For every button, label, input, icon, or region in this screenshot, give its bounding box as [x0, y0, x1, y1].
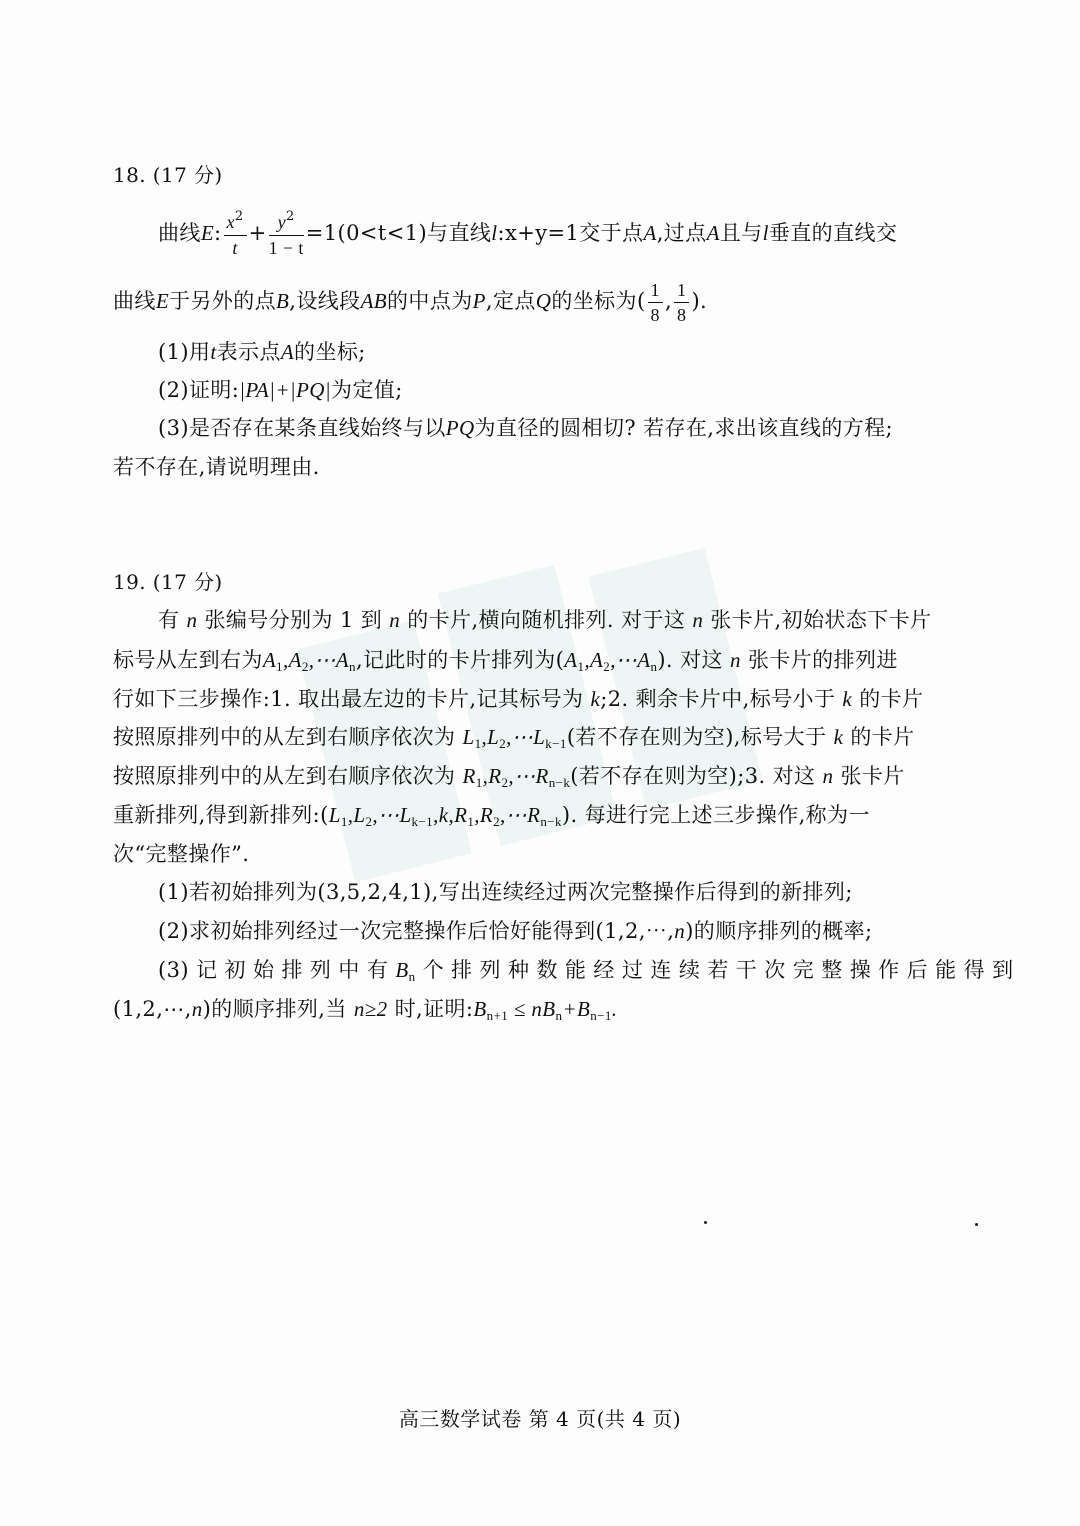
q19-part-3-cont: (1,2,⋯,n)的顺序排列,当 n≥2 时,证明$:B_{n+1} \le nB_n+B_{n-1}$. — [113, 997, 618, 1023]
q18-part-3-cont: 若不存在,请说明理由. — [113, 455, 320, 479]
q19-line-1: 有 n 张编号分别为 1 到 n 的卡片,横向随机排列. 对于这 n 张卡片,初始状态下卡片 — [158, 608, 932, 632]
q19-part-3: (3) 记 初 始 排 列 中 有 $B_n$ 个 排 列 种 数 能 经 过 连 续 若 干 次 完 整 操 作 后 能 得 到 — [158, 958, 1014, 984]
q18-part-3: (3)是否存在某条直线始终与以PQ为直径的圆相切? 若存在,求出该直线的方程; — [158, 416, 894, 440]
scan-speck — [704, 1221, 707, 1224]
q18-part-1: (1)用t表示点A的坐标; — [158, 340, 366, 364]
q19-line-7: 次“完整操作”. — [113, 842, 250, 866]
watermark-logo — [268, 504, 792, 926]
fraction-one-eighth: $\frac{1}{8}$ — [674, 281, 689, 324]
scan-speck — [975, 1223, 978, 1226]
q18-line-2: 曲线E于另外的点B,设线段AB的中点为P,定点Q的坐标为( $\frac{1}{8}$ , $\frac{1}{8}$ ). — [113, 280, 708, 325]
fraction-one-eighth: $\frac{1}{8}$ — [648, 281, 663, 324]
fraction-y2-over-1-minus-t: $\frac{y^2}{1 - t}$ — [268, 208, 304, 258]
page-footer: 高三数学试卷 第 4 页(共 4 页) — [398, 1407, 682, 1431]
fraction-x2-over-t: $\frac{x^2}{t}$ — [224, 213, 247, 257]
q19-line-3: 行如下三步操作:1. 取出最左边的卡片,记其标号为 k;2. 剩余卡片中,标号小于 k 的卡片 — [113, 687, 924, 711]
q19-title: 19. (17 分) — [113, 570, 223, 594]
q18-line-1: 曲线E: $\frac{x^2}{t}$ + $\frac{y^2}{1 - t}$ =1(0<t<1)与直线l:x+y=1交于点A,过点A且与l垂直的直线交 — [158, 208, 898, 258]
q19-line-5: 按照原排列中的从左到右顺序依次为 $R_1,R_2,\cdots R_{n-k}$(若不存在则为空);3. 对这 n 张卡片 — [113, 764, 905, 790]
q18-part-2: (2)证明:|PA|+|PQ|为定值; — [158, 378, 403, 402]
q19-line-2: 标号从左到右为$A_1,A_2,\cdots A_n$,记此时的卡片排列为$(A_1,A_2,\cdots A_n)$. 对这 n 张卡片的排列进 — [113, 648, 898, 674]
q19-line-6: 重新排列,得到新排列$:(L_1,L_2,\cdots L_{k-1},k,R_1,R_2,\cdots R_{n-k})$. 每进行完上述三步操作,称为一 — [113, 803, 870, 829]
q19-part-2: (2)求初始排列经过一次完整操作后恰好能得到(1,2,⋯,n)的顺序排列的概率; — [158, 919, 873, 943]
q19-line-4: 按照原排列中的从左到右顺序依次为 $L_1,L_2,\cdots L_{k-1}$(若不存在则为空),标号大于 k 的卡片 — [113, 725, 915, 751]
q19-part-1: (1)若初始排列为(3,5,2,4,1),写出连续经过两次完整操作后得到的新排列; — [158, 880, 853, 904]
q18-title: 18. (17 分) — [113, 163, 223, 187]
